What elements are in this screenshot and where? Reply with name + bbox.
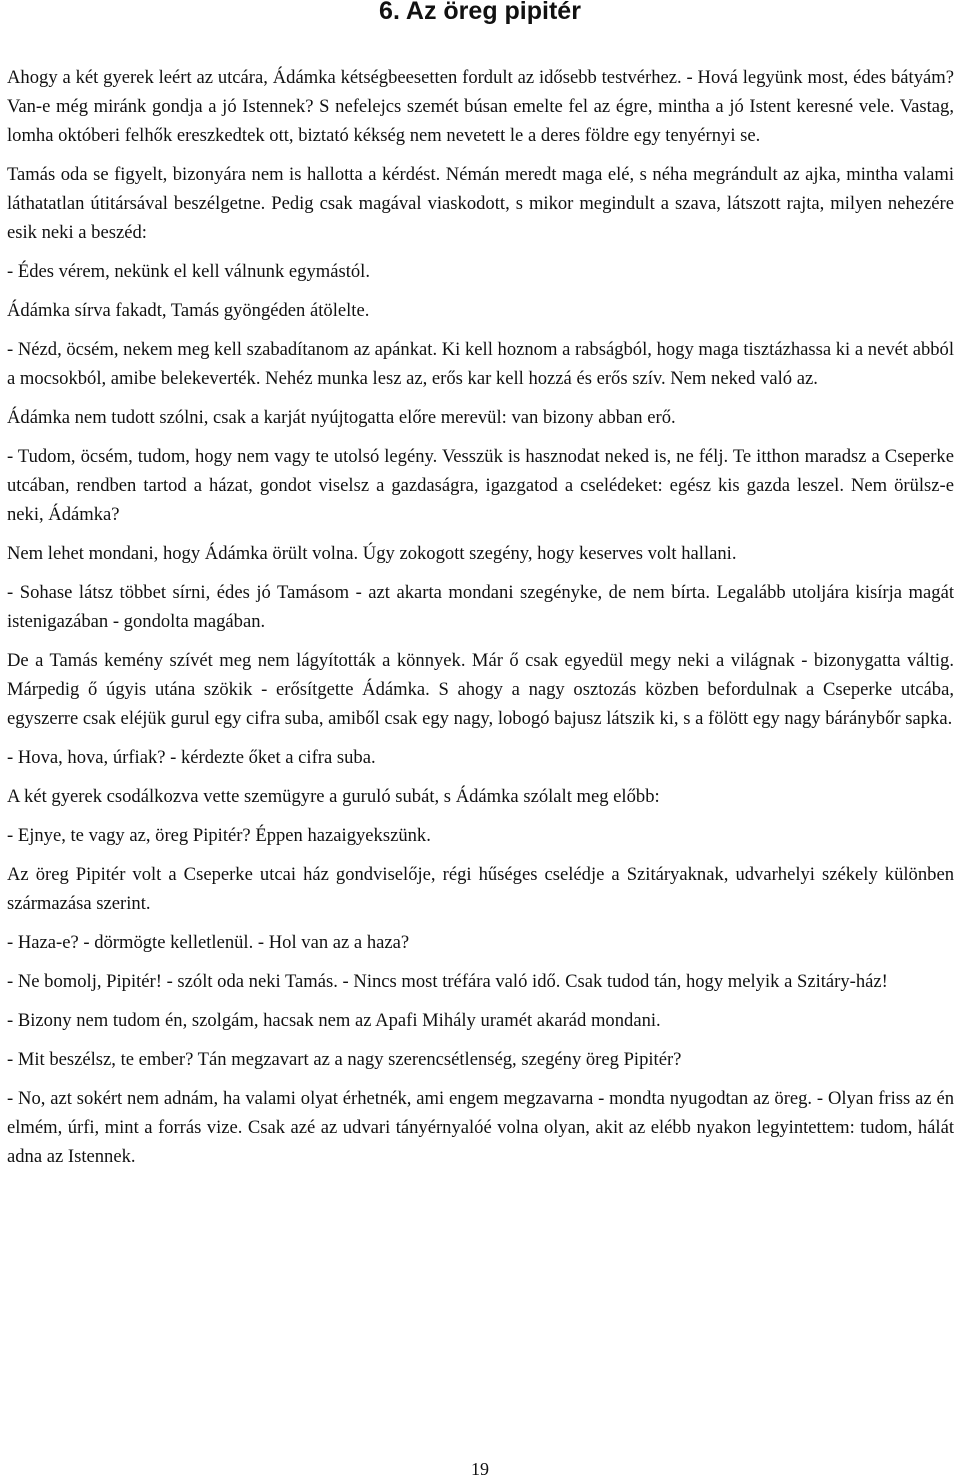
paragraph: Az öreg Pipitér volt a Cseperke utcai ház gondviselője, régi hűséges cselédje a Szitáryaknak, udvarhelyi székely különben származása szerint. [7,864,954,914]
paragraph: - Édes vérem, nekünk el kell válnunk egymástól. [7,261,370,282]
paragraph: - Hova, hova, úrfiak? - kérdezte őket a cifra suba. [7,747,376,768]
paragraph: A két gyerek csodálkozva vette szemügyre a guruló subát, s Ádámka szólalt meg előbb: [7,786,660,807]
body-text [7,63,954,1181]
paragraph: Ádámka sírva fakadt, Tamás gyöngéden átölelte. [7,300,370,321]
paragraph: - Bizony nem tudom én, szolgám, hacsak nem az Apafi Mihály uramét akarád mondani. [7,1010,661,1031]
paragraph: - Ejnye, te vagy az, öreg Pipitér? Éppen hazaigyekszünk. [7,825,431,846]
chapter-title: 6. Az öreg pipitér [379,0,581,25]
paragraph: De a Tamás kemény szívét meg nem lágyították a könnyek. Már ő csak egyedül megy neki a világnak - bizonygatta váltig. Márpedig ő úgyis utána szökik - erősítgette Ádámka. S ahogy a nagy osztozás közben befordulnak a Cseperke utcába, egyszerre csak eléjük gurul egy cifra suba, amiből csak egy nagy, lobogó bajusz látszik ki, s a fölött egy nagy báránybőr sapka. [7,650,954,729]
paragraph: Ádámka nem tudott szólni, csak a karját nyújtogatta előre merevül: van bizony abban erő. [7,407,676,428]
paragraph: Ahogy a két gyerek leért az utcára, Ádámka kétségbeesetten fordult az idősebb testvérhez. - Hová legyünk most, édes bátyám? Van-e még miránk gondja a jó Istennek? S nefelejcs szemét búsan emelte fel az égre, mintha a jó Istent keresné vele. Vastag, lomha októberi felhők ereszkedtek ott, biztató kékség nem nevetett le a deres földre egy tenyérnyi se. [7,67,954,146]
paragraph: - No, azt sokért nem adnám, ha valami olyat érhetnék, ami engem megzavarna - mondta nyugodtan az öreg. - Olyan friss az én elmém, úrfi, mint a forrás vize. Csak azé az udvari tányérnyalóé volna olyan, akit az elébb nyakon legyintettem: tudom, hálát adna az Istennek. [7,1088,954,1167]
page-number: 19 [471,1459,489,1479]
paragraph: - Ne bomolj, Pipitér! - szólt oda neki Tamás. - Nincs most tréfára való idő. Csak tudod tán, hogy melyik a Szitáry-ház! [7,971,888,992]
paragraph: - Tudom, öcsém, tudom, hogy nem vagy te utolsó legény. Vesszük is hasznodat neked is, ne félj. Te itthon maradsz a Cseperke utcában, rendben tartod a házat, gondot viselsz a gazdaságra, igazgatod a cselédeket: egész kis gazda leszel. Nem örülsz-e neki, Ádámka? [7,446,954,525]
paragraph: - Haza-e? - dörmögte kelletlenül. - Hol van az a haza? [7,932,410,953]
paragraph: Nem lehet mondani, hogy Ádámka örült volna. Úgy zokogott szegény, hogy keserves volt hallani. [7,543,737,564]
paragraph: - Mit beszélsz, te ember? Tán megzavart az a nagy szerencsétlenség, szegény öreg Pipitér? [7,1049,682,1070]
paragraph: Tamás oda se figyelt, bizonyára nem is hallotta a kérdést. Némán meredt maga elé, s néha megrándult az ajka, mintha valami láthatatlan útitársával beszélgetne. Pedig csak magával viaskodott, s mikor megindult a szava, látszott rajta, milyen nehezére esik neki a beszéd: [7,164,954,243]
paragraph: - Sohase látsz többet sírni, édes jó Tamásom - azt akarta mondani szegényke, de nem bírta. Legalább utoljára kisírja magát istenigazában - gondolta magában. [7,582,954,632]
paragraph: - Nézd, öcsém, nekem meg kell szabadítanom az apánkat. Ki kell hoznom a rabságból, hogy maga tisztázhassa ki a nevét abból a mocsokból, amibe belekeverték. Nehéz munka lesz az, erős kar kell hozzá és erős szív. Nem neked való az. [7,339,954,389]
